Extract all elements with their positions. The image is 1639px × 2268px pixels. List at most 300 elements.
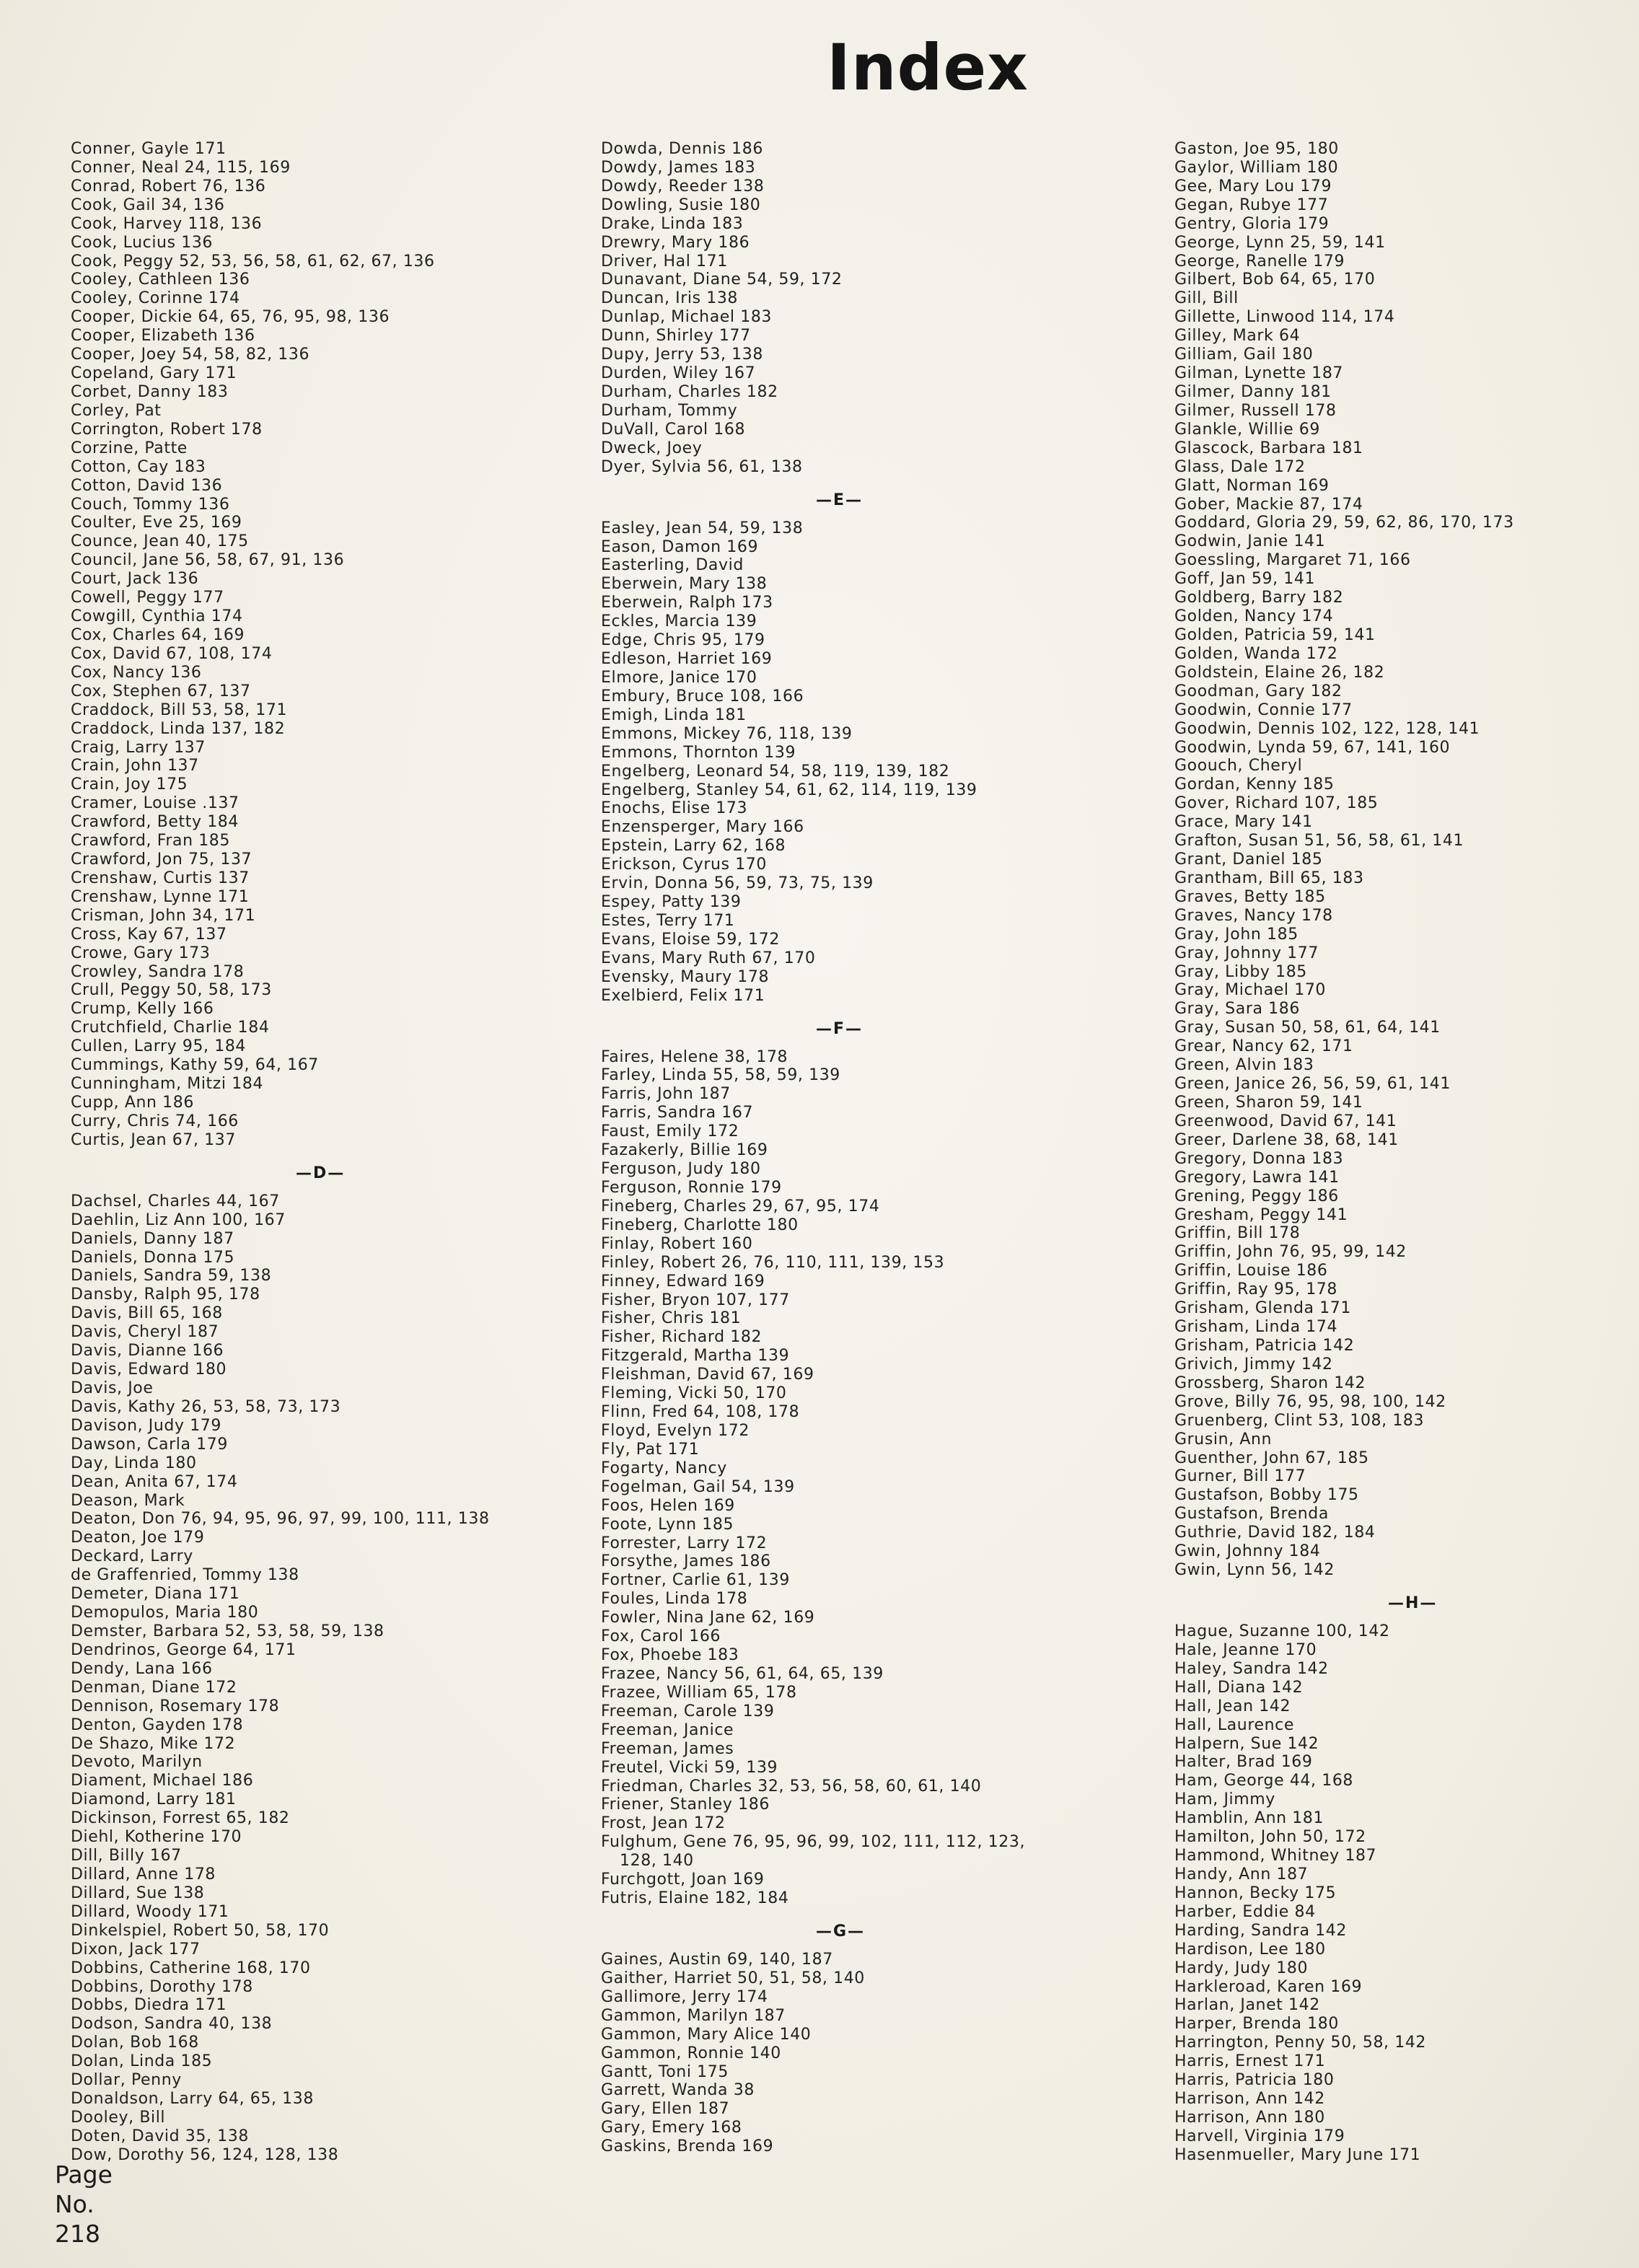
- index-entry: Davison, Judy 179: [71, 1416, 222, 1435]
- index-entry: Gurner, Bill 177: [1174, 1467, 1306, 1486]
- index-entry: Goodman, Gary 182: [1174, 682, 1343, 700]
- index-entry: Crain, John 137: [71, 757, 199, 775]
- index-entry: Frazee, William 65, 178: [601, 1683, 797, 1702]
- index-entry: Gallimore, Jerry 174: [601, 1987, 768, 2006]
- index-entry: Dobbins, Catherine 168, 170: [71, 1959, 311, 1977]
- index-entry: Gray, Sara 186: [1174, 1000, 1300, 1019]
- index-entry: Greenwood, David 67, 141: [1174, 1112, 1397, 1130]
- page-title: Index: [827, 30, 1029, 105]
- index-entry: Embury, Bruce 108, 166: [601, 687, 804, 706]
- index-entry: Griffin, Bill 178: [1174, 1224, 1301, 1243]
- index-entry: Goddard, Gloria 29, 59, 62, 86, 170, 173: [1174, 514, 1514, 532]
- index-entry: Foules, Linda 178: [601, 1590, 748, 1609]
- index-entry: Dean, Anita 67, 174: [71, 1472, 238, 1491]
- index-entry: Grisham, Glenda 171: [1174, 1299, 1351, 1318]
- index-entry: Diamond, Larry 181: [71, 1790, 237, 1809]
- index-entry: Gaines, Austin 69, 140, 187: [601, 1950, 833, 1969]
- index-entry: Griffin, Louise 186: [1174, 1262, 1328, 1280]
- index-entry: Gary, Ellen 187: [601, 2100, 730, 2119]
- index-entry: Gordan, Kenny 185: [1174, 775, 1335, 794]
- index-entry: Fisher, Bryon 107, 177: [601, 1291, 790, 1309]
- index-entry: Davis, Bill 65, 168: [71, 1304, 223, 1323]
- index-entry: George, Ranelle 179: [1174, 252, 1345, 271]
- index-entry: Davis, Edward 180: [71, 1361, 227, 1379]
- index-entry: Dolan, Bob 168: [71, 2034, 199, 2052]
- index-entry: Fisher, Chris 181: [601, 1309, 742, 1328]
- index-entry: Ferguson, Judy 180: [601, 1160, 761, 1179]
- index-entry: Gammon, Mary Alice 140: [601, 2025, 812, 2044]
- index-entry: Ham, Jimmy: [1174, 1790, 1275, 1809]
- index-entry: Emmons, Thornton 139: [601, 743, 796, 762]
- index-entry: Grace, Mary 141: [1174, 813, 1313, 832]
- index-entry: Harding, Sandra 142: [1174, 1921, 1347, 1940]
- index-entry: Harrison, Ann 142: [1174, 2090, 1325, 2109]
- index-entry: Cook, Gail 34, 136: [71, 195, 225, 214]
- index-entry: Emmons, Mickey 76, 118, 139: [601, 724, 853, 743]
- index-entry: Corrington, Robert 178: [71, 420, 263, 439]
- index-entry: Hall, Jean 142: [1174, 1697, 1291, 1715]
- index-entry: Fortner, Carlie 61, 139: [601, 1571, 790, 1590]
- index-entry: Harvell, Virginia 179: [1174, 2127, 1345, 2145]
- index-entry: Harris, Patricia 180: [1174, 2071, 1335, 2090]
- index-entry: Griffin, John 76, 95, 99, 142: [1174, 1243, 1407, 1262]
- index-entry: Goessling, Margaret 71, 166: [1174, 551, 1411, 570]
- index-entry: Crutchfield, Charlie 184: [71, 1019, 270, 1037]
- index-entry: Gustafson, Bobby 175: [1174, 1486, 1359, 1505]
- index-entry: Farris, Sandra 167: [601, 1104, 754, 1122]
- index-entry: Gaylor, William 180: [1174, 158, 1339, 177]
- index-entry: Cunningham, Mitzi 184: [71, 1075, 264, 1094]
- index-entry: Evans, Eloise 59, 172: [601, 930, 780, 949]
- index-entry: Freeman, Janice: [601, 1720, 734, 1739]
- index-entry: Fly, Pat 171: [601, 1440, 700, 1459]
- index-entry: Crisman, John 34, 171: [71, 906, 256, 925]
- index-entry: Evans, Mary Ruth 67, 170: [601, 949, 816, 967]
- index-entry: Gee, Mary Lou 179: [1174, 177, 1332, 195]
- index-entry: de Graffenried, Tommy 138: [71, 1566, 299, 1585]
- index-entry: Fowler, Nina Jane 62, 169: [601, 1609, 815, 1627]
- index-entry: Denton, Gayden 178: [71, 1715, 244, 1734]
- index-entry: Cook, Peggy 52, 53, 56, 58, 61, 62, 67, 136: [71, 252, 435, 271]
- index-entry: Gwin, Johnny 184: [1174, 1542, 1321, 1561]
- entry-group-c: [71, 140, 490, 1150]
- index-entry: Cotton, David 136: [71, 476, 223, 495]
- index-entry: Finney, Edward 169: [601, 1272, 765, 1291]
- index-entry: Gray, Johnny 177: [1174, 944, 1319, 962]
- index-entry: Cooper, Dickie 64, 65, 76, 95, 98, 136: [71, 308, 390, 327]
- index-entry: Gantt, Toni 175: [601, 2062, 729, 2081]
- index-entry: Court, Jack 136: [71, 570, 199, 589]
- index-entry-continuation: 128, 140: [620, 1852, 694, 1871]
- index-entry: Counce, Jean 40, 175: [71, 532, 249, 551]
- index-entry: DuVall, Carol 168: [601, 420, 746, 439]
- index-entry: Doten, David 35, 138: [71, 2127, 249, 2145]
- index-entry: Engelberg, Leonard 54, 58, 119, 139, 182: [601, 762, 950, 781]
- index-entry: Dyer, Sylvia 56, 61, 138: [601, 457, 803, 476]
- index-entry: Curry, Chris 74, 166: [71, 1112, 239, 1130]
- index-entry: Denman, Diane 172: [71, 1678, 237, 1697]
- index-entry: Crawford, Betty 184: [71, 813, 239, 832]
- index-entry: Gray, Susan 50, 58, 61, 64, 141: [1174, 1019, 1441, 1037]
- index-entry: Hammond, Whitney 187: [1174, 1847, 1377, 1865]
- index-entry: Day, Linda 180: [71, 1454, 197, 1472]
- index-entry: Dweck, Joey: [601, 439, 703, 457]
- index-entry: Demopulos, Maria 180: [71, 1604, 259, 1622]
- index-entry: Cook, Lucius 136: [71, 233, 214, 252]
- index-entry: Crawford, Fran 185: [71, 832, 231, 850]
- index-entry: Griffin, Ray 95, 178: [1174, 1280, 1338, 1299]
- index-entry: Driver, Hal 171: [601, 252, 728, 271]
- index-entry: Cowell, Peggy 177: [71, 589, 224, 607]
- index-entry: Hall, Laurence: [1174, 1715, 1294, 1734]
- index-entry: Cox, David 67, 108, 174: [71, 644, 273, 663]
- index-entry: Dow, Dorothy 56, 124, 128, 138: [71, 2145, 339, 2164]
- index-entry: Dunn, Shirley 177: [601, 327, 751, 346]
- index-entry: Glass, Dale 172: [1174, 457, 1306, 476]
- index-entry: Davis, Kathy 26, 53, 58, 73, 173: [71, 1397, 341, 1416]
- index-entry: Dawson, Carla 179: [71, 1435, 228, 1454]
- index-entry: Dendrinos, George 64, 171: [71, 1640, 296, 1659]
- index-entry: Dollar, Penny: [71, 2071, 182, 2090]
- index-entry: Crawford, Jon 75, 137: [71, 850, 252, 869]
- entry-group-d-cont: [601, 140, 1025, 477]
- index-entry: Edge, Chris 95, 179: [601, 631, 765, 650]
- index-entry: Gilman, Lynette 187: [1174, 364, 1344, 383]
- index-entry: Dillard, Woody 171: [71, 1902, 229, 1921]
- index-entry: Dobbins, Dorothy 178: [71, 1977, 253, 1996]
- index-entry: Gentry, Gloria 179: [1174, 214, 1330, 233]
- index-entry: Harrington, Penny 50, 58, 142: [1174, 2034, 1427, 2052]
- index-entry: Gruenberg, Clint 53, 108, 183: [1174, 1411, 1425, 1430]
- index-entry: Cooley, Corinne 174: [71, 289, 240, 308]
- index-entry: Farris, John 187: [601, 1085, 731, 1104]
- index-entry: Gaskins, Brenda 169: [601, 2137, 774, 2156]
- index-column-3: [1174, 140, 1514, 2165]
- index-entry: Copeland, Gary 171: [71, 364, 237, 383]
- index-entry: Fisher, Richard 182: [601, 1328, 763, 1347]
- index-entry: Gilbert, Bob 64, 65, 170: [1174, 271, 1376, 289]
- index-entry: Crowley, Sandra 178: [71, 962, 245, 981]
- index-entry: Couch, Tommy 136: [71, 495, 230, 514]
- index-entry: Durham, Charles 182: [601, 382, 778, 401]
- index-entry: Freeman, Carole 139: [601, 1702, 775, 1720]
- index-entry: Faust, Emily 172: [601, 1122, 739, 1141]
- index-entry: Harper, Brenda 180: [1174, 2015, 1339, 2034]
- index-entry: Corzine, Patte: [71, 439, 188, 457]
- index-entry: Friener, Stanley 186: [601, 1796, 770, 1814]
- page-number-value: 218: [55, 2220, 100, 2248]
- index-entry: Emigh, Linda 181: [601, 706, 747, 724]
- index-entry: Golden, Nancy 174: [1174, 607, 1334, 626]
- index-entry: Daniels, Donna 175: [71, 1248, 235, 1267]
- index-entry: Forsythe, James 186: [601, 1552, 771, 1571]
- index-entry: Glascock, Barbara 181: [1174, 439, 1363, 457]
- index-entry: Grivich, Jimmy 142: [1174, 1355, 1333, 1373]
- index-entry: Fulghum, Gene 76, 95, 96, 99, 102, 111, 112, 123,: [601, 1833, 1026, 1852]
- index-entry: Hardy, Judy 180: [1174, 1959, 1309, 1977]
- index-entry: Forrester, Larry 172: [601, 1534, 768, 1552]
- index-entry: Gregory, Donna 183: [1174, 1149, 1344, 1168]
- index-entry: Dunlap, Michael 183: [601, 308, 773, 327]
- index-entry: Estes, Terry 171: [601, 911, 735, 930]
- index-entry: Conner, Neal 24, 115, 169: [71, 158, 291, 177]
- entry-group-g-cont: [1174, 140, 1514, 1580]
- index-entry: Cox, Stephen 67, 137: [71, 682, 251, 700]
- index-entry: Gustafson, Brenda: [1174, 1505, 1329, 1524]
- index-entry: Gaither, Harriet 50, 51, 58, 140: [601, 1969, 865, 1987]
- index-entry: Dowda, Dennis 186: [601, 140, 763, 158]
- index-entry: Dunavant, Diane 54, 59, 172: [601, 271, 843, 289]
- index-entry: Crenshaw, Lynne 171: [71, 887, 250, 906]
- index-entry: Daniels, Danny 187: [71, 1229, 234, 1248]
- index-entry: Deason, Mark: [71, 1491, 185, 1510]
- section-heading-h: —H—: [1388, 1594, 1438, 1612]
- index-entry: Dobbs, Diedra 171: [71, 1996, 227, 2015]
- index-entry: Deckard, Larry: [71, 1547, 193, 1566]
- index-entry: Ervin, Donna 56, 59, 73, 75, 139: [601, 874, 874, 893]
- index-entry: Furchgott, Joan 169: [601, 1871, 765, 1889]
- index-entry: Freutel, Vicki 59, 139: [601, 1758, 778, 1777]
- index-entry: Grisham, Patricia 142: [1174, 1337, 1355, 1355]
- index-entry: Daniels, Sandra 59, 138: [71, 1267, 272, 1285]
- index-entry: Cook, Harvey 118, 136: [71, 214, 263, 233]
- index-entry: Gregory, Lawra 141: [1174, 1168, 1340, 1187]
- index-entry: Gilmer, Danny 181: [1174, 382, 1332, 401]
- index-entry: Gray, John 185: [1174, 925, 1299, 944]
- index-entry: Gammon, Ronnie 140: [601, 2044, 781, 2062]
- index-entry: Conner, Gayle 171: [71, 140, 227, 158]
- index-entry: Frazee, Nancy 56, 61, 64, 65, 139: [601, 1664, 884, 1683]
- index-entry: De Shazo, Mike 172: [71, 1734, 236, 1753]
- index-entry: Epstein, Larry 62, 168: [601, 837, 786, 856]
- index-entry: Curtis, Jean 67, 137: [71, 1130, 236, 1149]
- index-entry: Duncan, Iris 138: [601, 289, 739, 308]
- index-entry: Hasenmueller, Mary June 171: [1174, 2145, 1421, 2164]
- index-entry: Cooper, Joey 54, 58, 82, 136: [71, 346, 310, 364]
- index-entry: Devoto, Marilyn: [71, 1753, 203, 1772]
- index-entry: Dowdy, Reeder 138: [601, 177, 765, 195]
- index-entry: Ham, George 44, 168: [1174, 1772, 1354, 1790]
- index-entry: Gillette, Linwood 114, 174: [1174, 308, 1395, 327]
- index-entry: Cooper, Elizabeth 136: [71, 327, 255, 346]
- index-entry: Goff, Jan 59, 141: [1174, 570, 1316, 589]
- index-entry: Gray, Michael 170: [1174, 981, 1327, 1000]
- index-entry: Crump, Kelly 166: [71, 1000, 214, 1019]
- index-column-1: [71, 140, 490, 2165]
- index-entry: Gilliam, Gail 180: [1174, 346, 1314, 364]
- index-entry: Fleishman, David 67, 169: [601, 1366, 814, 1384]
- index-entry: Dolan, Linda 185: [71, 2052, 213, 2071]
- index-entry: Grossberg, Sharon 142: [1174, 1373, 1366, 1392]
- index-entry: Eckles, Marcia 139: [601, 612, 757, 631]
- index-entry: Green, Alvin 183: [1174, 1056, 1314, 1075]
- index-entry: Flinn, Fred 64, 108, 178: [601, 1403, 800, 1422]
- index-entry: Dillard, Sue 138: [71, 1884, 205, 1902]
- section-heading-e: —E—: [816, 491, 864, 509]
- index-entry: Glankle, Willie 69: [1174, 420, 1321, 439]
- index-entry: Crull, Peggy 50, 58, 173: [71, 981, 272, 1000]
- index-entry: Dennison, Rosemary 178: [71, 1697, 280, 1715]
- index-entry: Hall, Diana 142: [1174, 1678, 1304, 1697]
- index-entry: Glatt, Norman 169: [1174, 476, 1330, 495]
- index-entry: Dinkelspiel, Robert 50, 58, 170: [71, 1921, 330, 1940]
- index-entry: Easterling, David: [601, 556, 744, 575]
- index-entry: Enzensperger, Mary 166: [601, 818, 804, 837]
- index-entry: Dowling, Susie 180: [601, 195, 761, 214]
- index-entry: Demster, Barbara 52, 53, 58, 59, 138: [71, 1622, 385, 1640]
- index-entry: Edleson, Harriet 169: [601, 650, 773, 669]
- index-entry: Harber, Eddie 84: [1174, 1902, 1316, 1921]
- index-entry: Davis, Joe: [71, 1379, 154, 1397]
- index-entry: Golden, Patricia 59, 141: [1174, 625, 1376, 644]
- index-entry: Drewry, Mary 186: [601, 233, 750, 252]
- page-number-abbrev: No.: [55, 2190, 95, 2218]
- index-entry: Grove, Billy 76, 95, 98, 100, 142: [1174, 1392, 1446, 1411]
- index-entry: Cox, Nancy 136: [71, 663, 202, 682]
- index-entry: Dachsel, Charles 44, 167: [71, 1192, 280, 1210]
- index-entry: Futris, Elaine 182, 184: [601, 1889, 789, 1908]
- index-entry: Graves, Nancy 178: [1174, 906, 1333, 925]
- index-entry: Floyd, Evelyn 172: [601, 1422, 750, 1440]
- index-entry: Graves, Betty 185: [1174, 887, 1326, 906]
- index-entry: Cummings, Kathy 59, 64, 167: [71, 1056, 319, 1075]
- entry-group-g: [601, 1951, 1025, 2156]
- index-entry: Corbet, Danny 183: [71, 382, 229, 401]
- index-entry: Grant, Daniel 185: [1174, 850, 1323, 869]
- index-entry: Green, Sharon 59, 141: [1174, 1094, 1363, 1112]
- index-entry: Finley, Robert 26, 76, 110, 111, 139, 153: [601, 1253, 945, 1272]
- index-entry: Gill, Bill: [1174, 289, 1239, 308]
- index-entry: Goodwin, Lynda 59, 67, 141, 160: [1174, 738, 1451, 757]
- index-entry: Harkleroad, Karen 169: [1174, 1977, 1363, 1996]
- index-entry: Frost, Jean 172: [601, 1814, 726, 1833]
- index-entry: Gresham, Peggy 141: [1174, 1205, 1348, 1224]
- section-heading-f: —F—: [816, 1019, 864, 1038]
- index-entry: Cotton, Cay 183: [71, 457, 206, 476]
- index-entry: Grear, Nancy 62, 171: [1174, 1037, 1353, 1056]
- index-entry: Crowe, Gary 173: [71, 944, 211, 962]
- index-entry: Gegan, Rubye 177: [1174, 195, 1329, 214]
- index-entry: Gilmer, Russell 178: [1174, 401, 1337, 420]
- index-entry: Haley, Sandra 142: [1174, 1659, 1329, 1678]
- index-entry: Erickson, Cyrus 170: [601, 856, 767, 874]
- index-entry: Halter, Brad 169: [1174, 1753, 1313, 1772]
- index-entry: Green, Janice 26, 56, 59, 61, 141: [1174, 1075, 1451, 1094]
- index-entry: Davis, Dianne 166: [71, 1342, 224, 1361]
- index-entry: Gammon, Marilyn 187: [601, 2006, 786, 2025]
- index-entry: Craig, Larry 137: [71, 738, 206, 757]
- index-entry: Harris, Ernest 171: [1174, 2052, 1326, 2071]
- index-entry: Handy, Ann 187: [1174, 1865, 1309, 1884]
- index-entry: Goldstein, Elaine 26, 182: [1174, 663, 1385, 682]
- index-entry: Gary, Emery 168: [601, 2119, 742, 2137]
- index-entry: Hamilton, John 50, 172: [1174, 1828, 1366, 1847]
- index-entry: Espey, Patty 139: [601, 893, 742, 912]
- index-entry: Conrad, Robert 76, 136: [71, 177, 266, 195]
- index-entry: Dendy, Lana 166: [71, 1659, 213, 1678]
- index-entry: Cooley, Cathleen 136: [71, 271, 250, 289]
- index-entry: Guenther, John 67, 185: [1174, 1449, 1369, 1467]
- page-number-label: Page: [55, 2161, 113, 2189]
- index-entry: Gwin, Lynn 56, 142: [1174, 1561, 1335, 1580]
- index-entry: Dillard, Anne 178: [71, 1865, 216, 1884]
- entry-group-d: [71, 1192, 490, 2165]
- index-entry: Godwin, Janie 141: [1174, 532, 1326, 551]
- index-entry: Eberwein, Mary 138: [601, 575, 768, 594]
- index-entry: Dowdy, James 183: [601, 158, 756, 177]
- index-entry: Faires, Helene 38, 178: [601, 1047, 788, 1066]
- index-entry: Dill, Billy 167: [71, 1847, 182, 1865]
- index-entry: Cullen, Larry 95, 184: [71, 1037, 247, 1056]
- index-entry: Golden, Wanda 172: [1174, 644, 1338, 663]
- index-entry: Cramer, Louise .137: [71, 794, 240, 813]
- index-entry: Easley, Jean 54, 59, 138: [601, 519, 804, 537]
- index-entry: Dansby, Ralph 95, 178: [71, 1285, 260, 1304]
- index-entry: Fox, Phoebe 183: [601, 1646, 739, 1665]
- index-entry: Finlay, Robert 160: [601, 1234, 753, 1253]
- index-entry: Dixon, Jack 177: [71, 1940, 201, 1959]
- index-entry: Engelberg, Stanley 54, 61, 62, 114, 119, 139: [601, 781, 977, 799]
- index-entry: Fineberg, Charlotte 180: [601, 1216, 799, 1234]
- section-heading-g: —G—: [816, 1922, 866, 1940]
- index-entry: Gover, Richard 107, 185: [1174, 794, 1379, 813]
- index-entry: Foote, Lynn 185: [601, 1515, 734, 1534]
- index-entry: Hale, Jeanne 170: [1174, 1640, 1317, 1659]
- index-entry: Guthrie, David 182, 184: [1174, 1524, 1376, 1542]
- index-entry: Freeman, James: [601, 1739, 734, 1758]
- index-entry: Dupy, Jerry 53, 138: [601, 346, 763, 364]
- index-entry: Halpern, Sue 142: [1174, 1734, 1319, 1753]
- index-entry: Harlan, Janet 142: [1174, 1996, 1320, 2015]
- index-entry: Evensky, Maury 178: [601, 967, 770, 986]
- index-entry: Eberwein, Ralph 173: [601, 594, 773, 612]
- index-entry: Dooley, Bill: [71, 2108, 166, 2127]
- index-entry: Garrett, Wanda 38: [601, 2081, 755, 2100]
- index-entry: Hague, Suzanne 100, 142: [1174, 1622, 1390, 1640]
- index-entry: Cross, Kay 67, 137: [71, 925, 227, 944]
- index-entry: Hardison, Lee 180: [1174, 1940, 1326, 1959]
- index-entry: Grusin, Ann: [1174, 1430, 1273, 1449]
- index-column-2: [601, 140, 1025, 2156]
- index-entry: Hannon, Becky 175: [1174, 1884, 1337, 1902]
- index-entry: Davis, Cheryl 187: [71, 1323, 219, 1342]
- index-entry: Council, Jane 56, 58, 67, 91, 136: [71, 551, 345, 570]
- index-entry: Fitzgerald, Martha 139: [601, 1347, 790, 1366]
- index-entry: Crenshaw, Curtis 137: [71, 869, 250, 887]
- index-entry: Grisham, Linda 174: [1174, 1318, 1338, 1337]
- entry-group-h: [1174, 1622, 1514, 2165]
- index-entry: Exelbierd, Felix 171: [601, 986, 765, 1005]
- index-entry: Dickinson, Forrest 65, 182: [71, 1809, 290, 1828]
- index-entry: Coulter, Eve 25, 169: [71, 514, 242, 532]
- index-entry: Drake, Linda 183: [601, 214, 744, 233]
- index-entry: Elmore, Janice 170: [601, 668, 757, 687]
- index-entry: Fineberg, Charles 29, 67, 95, 174: [601, 1197, 880, 1216]
- index-entry: Grening, Peggy 186: [1174, 1187, 1339, 1205]
- index-entry: Ferguson, Ronnie 179: [601, 1179, 782, 1197]
- index-entry: Diehl, Kotherine 170: [71, 1828, 242, 1847]
- index-entry: Gober, Mackie 87, 174: [1174, 495, 1363, 514]
- index-entry: George, Lynn 25, 59, 141: [1174, 233, 1386, 252]
- index-entry: Eason, Damon 169: [601, 537, 759, 556]
- index-entry: Gaston, Joe 95, 180: [1174, 140, 1339, 158]
- index-entry: Goodwin, Dennis 102, 122, 128, 141: [1174, 719, 1480, 738]
- index-entry: Goodwin, Connie 177: [1174, 700, 1353, 719]
- index-entry: Crain, Joy 175: [71, 775, 188, 794]
- index-entry: Goouch, Cheryl: [1174, 757, 1303, 775]
- index-entry: Hamblin, Ann 181: [1174, 1809, 1324, 1828]
- index-entry: Farley, Linda 55, 58, 59, 139: [601, 1066, 840, 1085]
